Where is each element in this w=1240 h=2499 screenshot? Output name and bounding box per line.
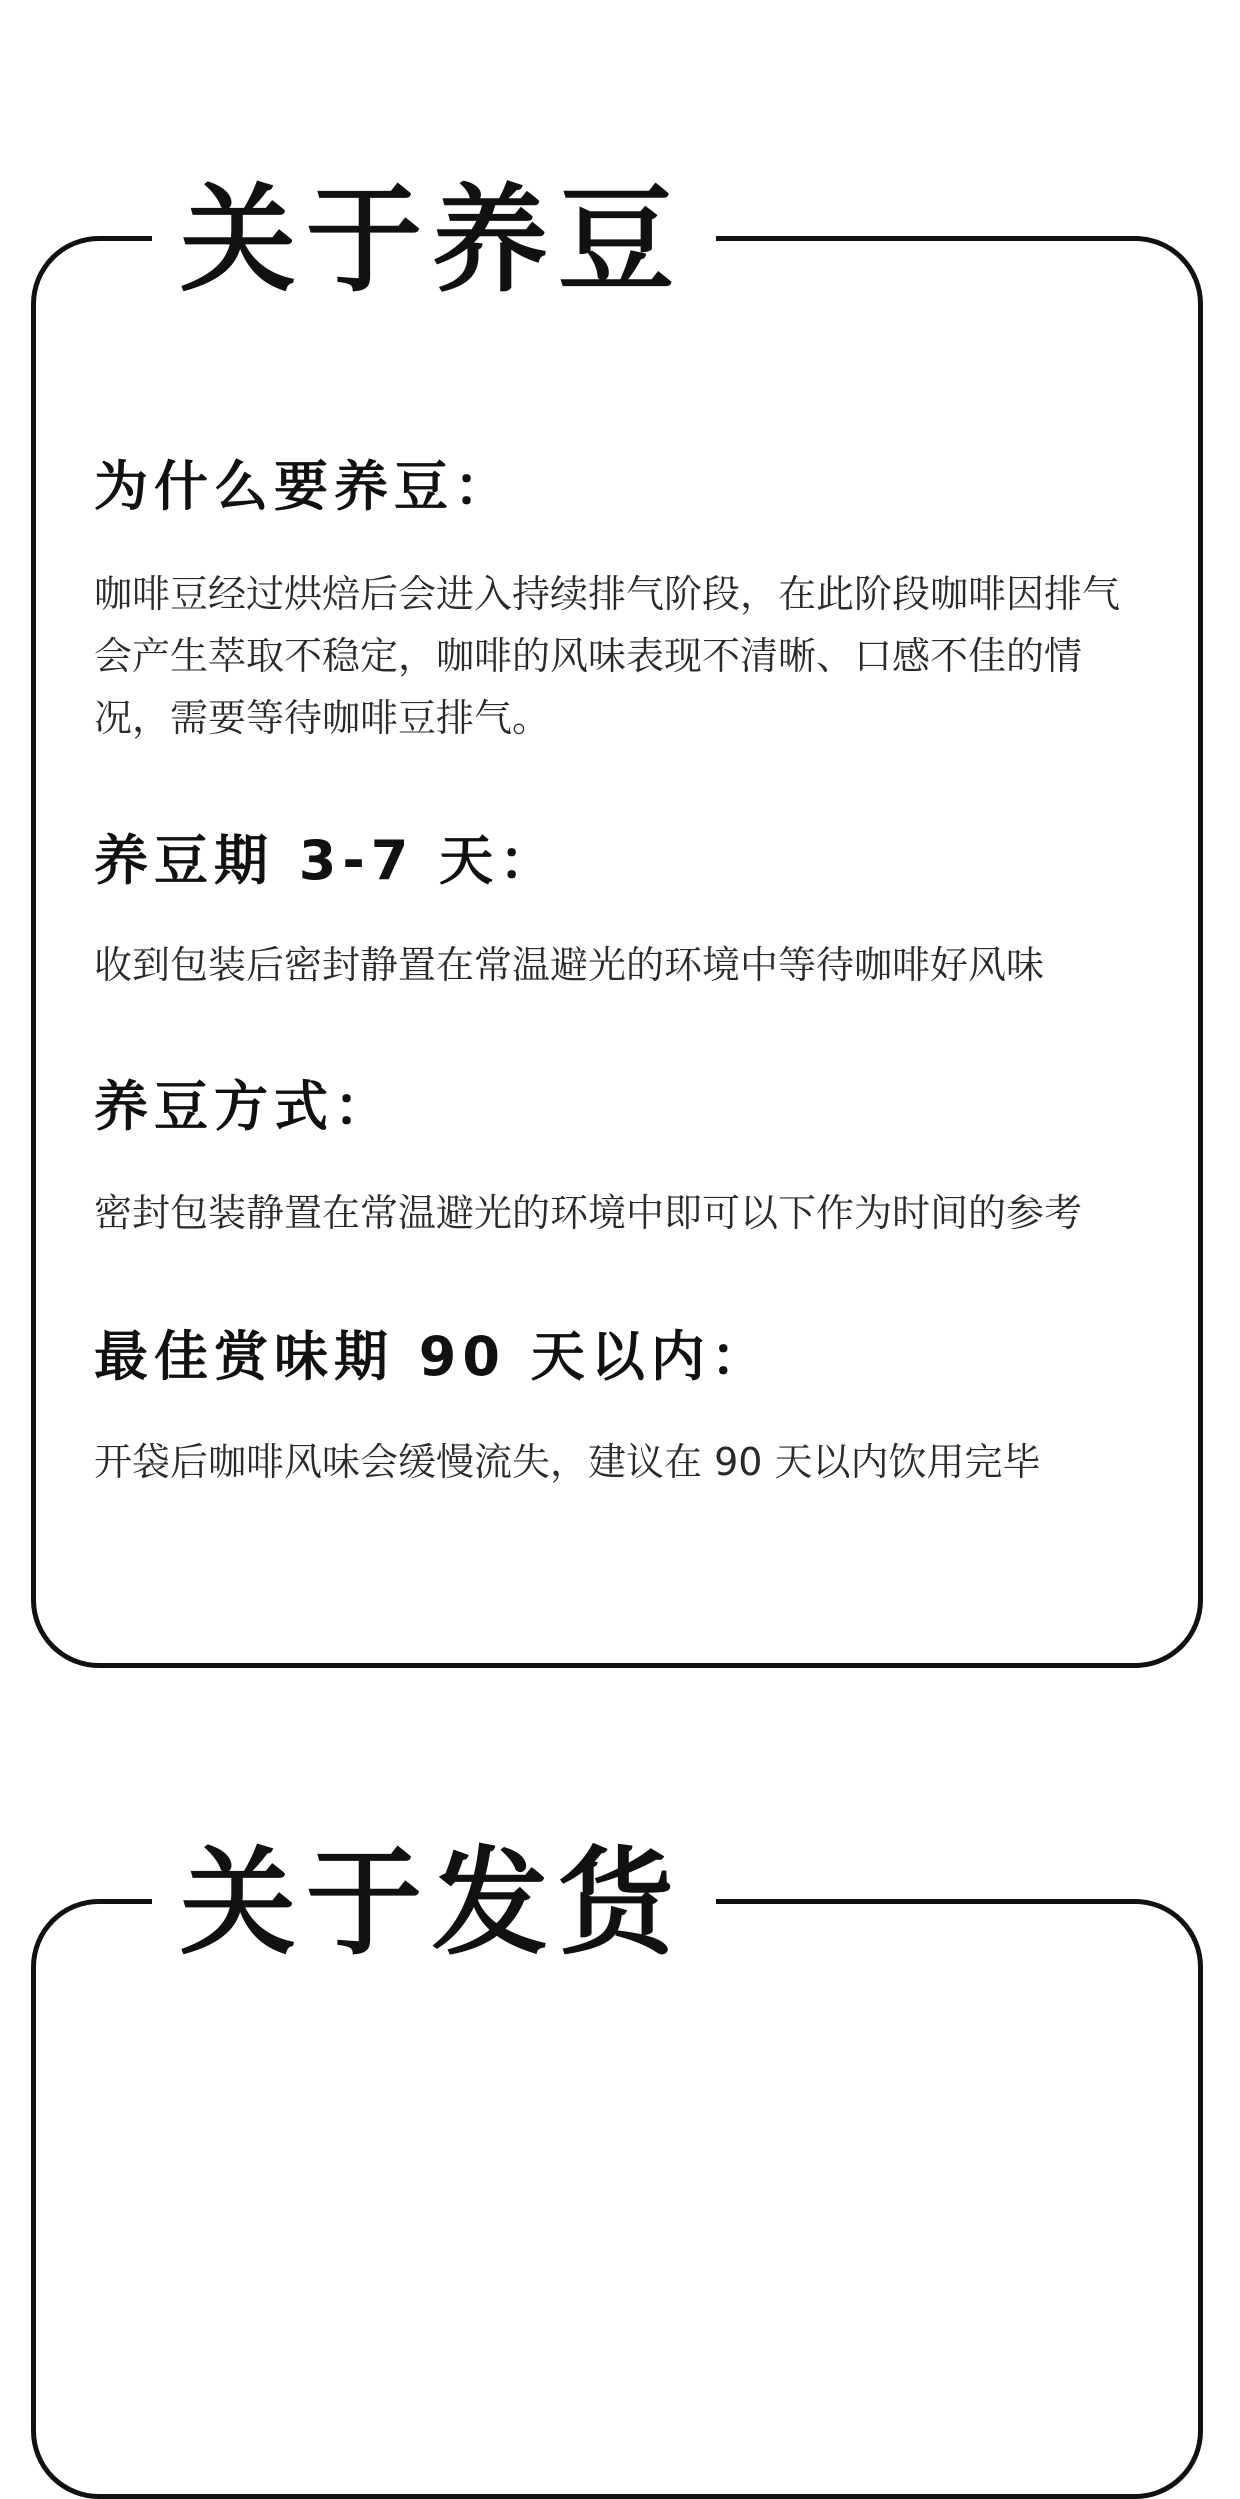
rest-period-heading: 养豆期 3-7 天： [94, 829, 560, 892]
shipping-card [31, 1836, 1203, 2499]
best-flavor-period-body: 开袋后咖啡风味会缓慢流失，建议在 90 天以内饮用完毕 [94, 1440, 1041, 1484]
why-rest-body: 咖啡豆经过烘焙后会进入持续排气阶段，在此阶段咖啡因排气会产生萃取不稳定，咖啡的风味表现不清晰、口感不佳的情况，需要等待咖啡豆排气。 [94, 572, 1121, 740]
rest-period-body: 收到包装后密封静置在常温避光的环境中等待咖啡好风味 [94, 943, 1045, 987]
bean-resting-card [31, 173, 1203, 1668]
rest-method-heading: 养豆方式： [94, 1075, 394, 1138]
card-title: 关于发货 [152, 1844, 716, 1964]
card-title: 关于养豆 [152, 181, 716, 301]
rest-method-body: 密封包装静置在常温避光的环境中即可以下作为时间的参考 [94, 1191, 1083, 1235]
why-rest-heading: 为什么要养豆： [94, 455, 514, 518]
best-flavor-period-heading: 最佳赏味期 90 天以内： [94, 1325, 771, 1388]
